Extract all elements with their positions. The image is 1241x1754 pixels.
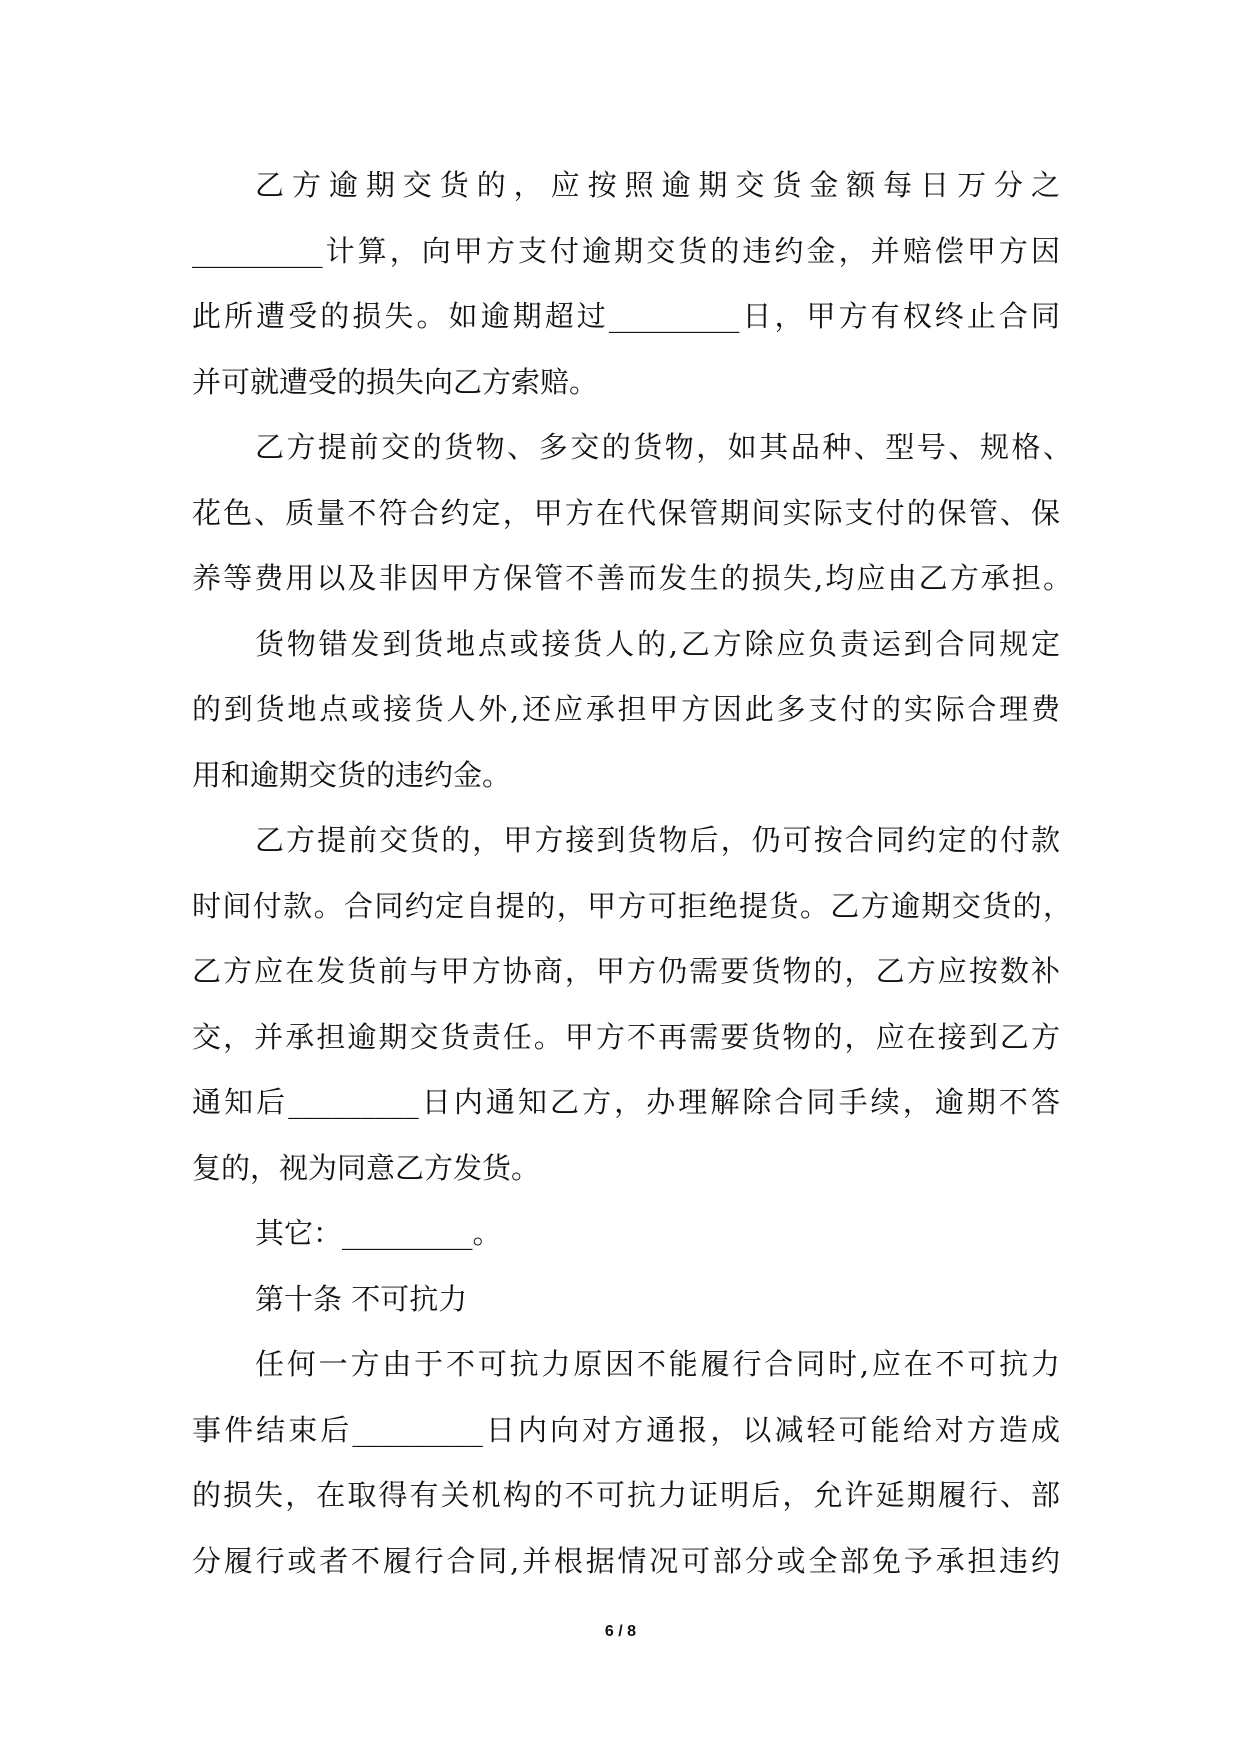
text-line: 的损失，在取得有关机构的不可抗力证明后，允许延期履行、部 bbox=[192, 1478, 1060, 1512]
paragraph-other bbox=[192, 1201, 1060, 1267]
text-line: 养等费用以及非因甲方保管不善而发生的损失,均应由乙方承担。 bbox=[192, 561, 1072, 595]
text-line: 事件结束后_________日内向对方通报，以减轻可能给对方造成 bbox=[192, 1412, 1060, 1447]
text-line: 货物错发到货地点或接货人的,乙方除应负责运到合同规定 bbox=[255, 626, 1060, 661]
text-line: 花色、质量不符合约定，甲方在代保管期间实际支付的保管、保 bbox=[192, 495, 1060, 530]
text-line: 交，并承担逾期交货责任。甲方不再需要货物的，应在接到乙方 bbox=[192, 1019, 1060, 1054]
text-line: 用和逾期交货的违约金。 bbox=[192, 757, 512, 792]
text-line: 时间付款。合同约定自提的，甲方可拒绝提货。乙方逾期交货的， bbox=[192, 888, 1072, 923]
section-heading-force-majeure bbox=[192, 1267, 1060, 1333]
paragraph-wrong-delivery bbox=[192, 612, 1060, 809]
document-body bbox=[192, 153, 1072, 1594]
paragraph-force-majeure bbox=[192, 1332, 1060, 1594]
text-line: 乙方提前交货的，甲方接到货物后，仍可按合同约定的付款 bbox=[255, 823, 1060, 857]
paragraph-late-delivery bbox=[192, 153, 1060, 415]
text-line: 乙方提前交的货物、多交的货物，如其品种、型号、规格、 bbox=[255, 430, 1072, 464]
text-line: 任何一方由于不可抗力原因不能履行合同时,应在不可抗力 bbox=[255, 1347, 1060, 1381]
text-line: 乙方逾期交货的，应按照逾期交货金额每日万分之 bbox=[255, 168, 1060, 202]
page-number: 6 / 8 bbox=[604, 1623, 637, 1640]
paragraph-early-excess-goods bbox=[192, 415, 1072, 612]
text-line: 此所遭受的损失。如逾期超过_________日，甲方有权终止合同 bbox=[192, 299, 1060, 333]
section-title: 第十条 不可抗力 bbox=[255, 1281, 468, 1316]
text-line: 分履行或者不履行合同,并根据情况可部分或全部免予承担违约 bbox=[192, 1543, 1060, 1578]
text-line: 并可就遭受的损失向乙方索赔。 bbox=[192, 364, 599, 399]
text-line: 复的，视为同意乙方发货。 bbox=[192, 1150, 541, 1185]
text-line: 通知后_________日内通知乙方，办理解除合同手续，逾期不答 bbox=[192, 1085, 1060, 1119]
text-line: 的到货地点或接货人外,还应承担甲方因此多支付的实际合理费 bbox=[192, 692, 1060, 726]
text-line: 其它：_________。 bbox=[255, 1216, 502, 1250]
paragraph-early-delivery-payment bbox=[192, 808, 1072, 1201]
text-line: 乙方应在发货前与甲方协商，甲方仍需要货物的，乙方应按数补 bbox=[192, 954, 1060, 988]
text-line: _________计算，向甲方支付逾期交货的违约金，并赔偿甲方因 bbox=[192, 233, 1060, 268]
